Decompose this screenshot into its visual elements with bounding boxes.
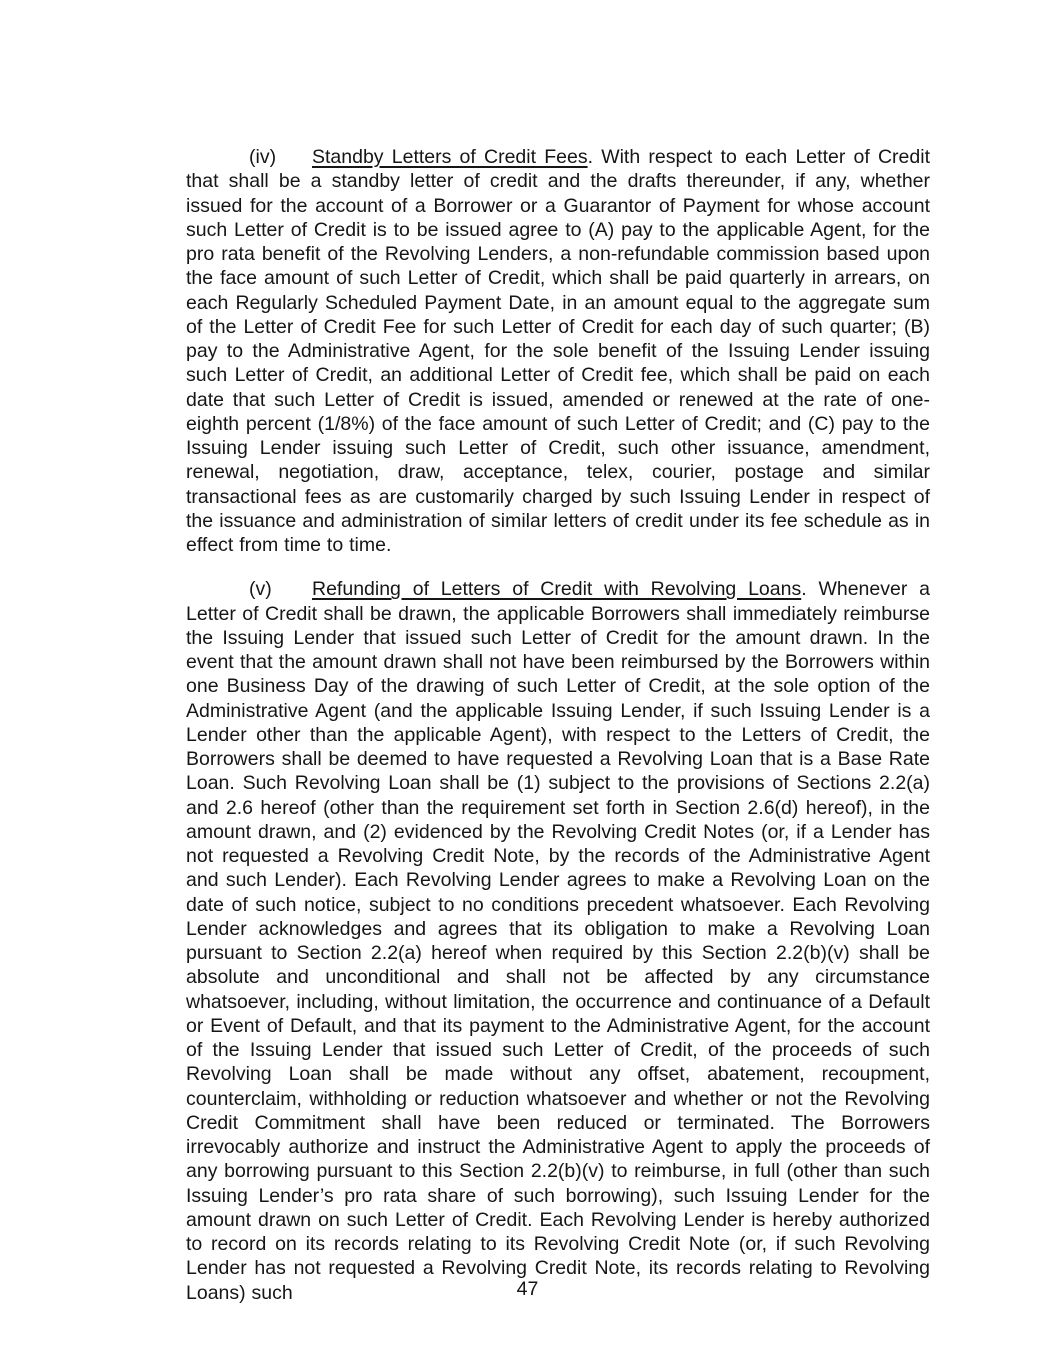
page-number: 47	[516, 1278, 539, 1300]
paragraph-v-text: . Whenever a Letter of Credit shall be drawn, the applicable Borrowers shall immediately reimburse the Issuing Lender that issued such Letter of Credit for the amount drawn. In the event that the amount drawn shall not have been reimbursed by the Borrowers within one Business Day of the drawing of such Letter of Credit, at the sole option of the Administrative Agent (and the applicable Issuing Lender, if such Issuing Lender is a Lender other than the applicable Agent), with respect to the Letters of Credit, the Borrowers shall be deemed to have requested a Revolving Loan that is a Base Rate Loan. Such Revolving Loan shall be (1) subject to the provisions of Sections 2.2(a) and 2.6 hereof (other than the requirement set forth in Section 2.6(d) hereof), in the amount drawn, and (2) evidenced by the Revolving Credit Notes (or, if a Lender has not requested a Revolving Credit Note, by the records of the Administrative Agent and such Lender). Each Revolving Lender agrees to make a Revolving Loan on the date of such notice, subject to no conditions precedent whatsoever. Each Revolving Lender acknowledges and agrees that its obligation to make a Revolving Loan pursuant to Section 2.2(a) hereof when required by this Section 2.2(b)(v) shall be absolute and unconditional and shall not be affected by any circumstance whatsoever, including, without limitation, the occurrence and continuance of a Default or Event of Default, and that its payment to the Administrative Agent, for the account of the Issuing Lender that issued such Letter of Credit, of the proceeds of such Revolving Loan shall be made without any offset, abatement, recoupment, counterclaim, withholding or reduction whatsoever and whether or not the Revolving Credit Commitment shall have been reduced or terminated. The Borrowers irrevocably authorize and instruct the Administrative Agent to apply the proceeds of any borrowing pursuant to this Section 2.2(b)(v) to reimburse, in full (other than such Issuing Lender’s pro rata share of such borrowing), such Issuing Lender for the amount drawn on such Letter of Credit. Each Revolving Lender is hereby authorized to record on its records relating to its Revolving Credit Note (or, if such Revolving Lender has not requested a Revolving Credit Note, its records relating to Revolving Loans) such	[186, 578, 930, 1304]
section-heading-standby-lc-fees: Standby Letters of Credit Fees	[312, 146, 588, 168]
paragraph-iv-text: . With respect to each Letter of Credit that shall be a standby letter of credit and the drafts thereunder, if any, whether issued for the account of a Borrower or a Guarantor of Payment for whose account such Letter of Credit is to be issued agree to (A) pay to the applicable Agent, for the pro rata benefit of the Revolving Lenders, a non-refundable commission based upon the face amount of such Letter of Credit, which shall be paid quarterly in arrears, on each Regularly Scheduled Payment Date, in an amount equal to the aggregate sum of the Letter of Credit Fee for such Letter of Credit for each day of such quarter; (B) pay to the Administrative Agent, for the sole benefit of the Issuing Lender issuing such Letter of Credit, an additional Letter of Credit fee, which shall be paid on each date that such Letter of Credit is issued, amended or renewed at the rate of one-eighth percent (1/8%) of the face amount of such Letter of Credit; and (C) pay to the Issuing Lender issuing such Letter of Credit, such other issuance, amendment, renewal, negotiation, draw, acceptance, telex, courier, postage and similar transactional fees as are customarily charged by such Issuing Lender in respect of the issuance and administration of similar letters of credit under its fee schedule as in effect from time to time.	[186, 146, 930, 556]
list-marker-v: (v)	[249, 578, 272, 601]
list-marker-iv: (iv)	[249, 146, 277, 168]
paragraph-iv	[186, 145, 930, 557]
page-body	[186, 145, 930, 1325]
section-heading-refunding-lc: Refunding of Letters of Credit with Revolving Loans	[312, 578, 802, 601]
paragraph-v	[186, 577, 930, 1305]
